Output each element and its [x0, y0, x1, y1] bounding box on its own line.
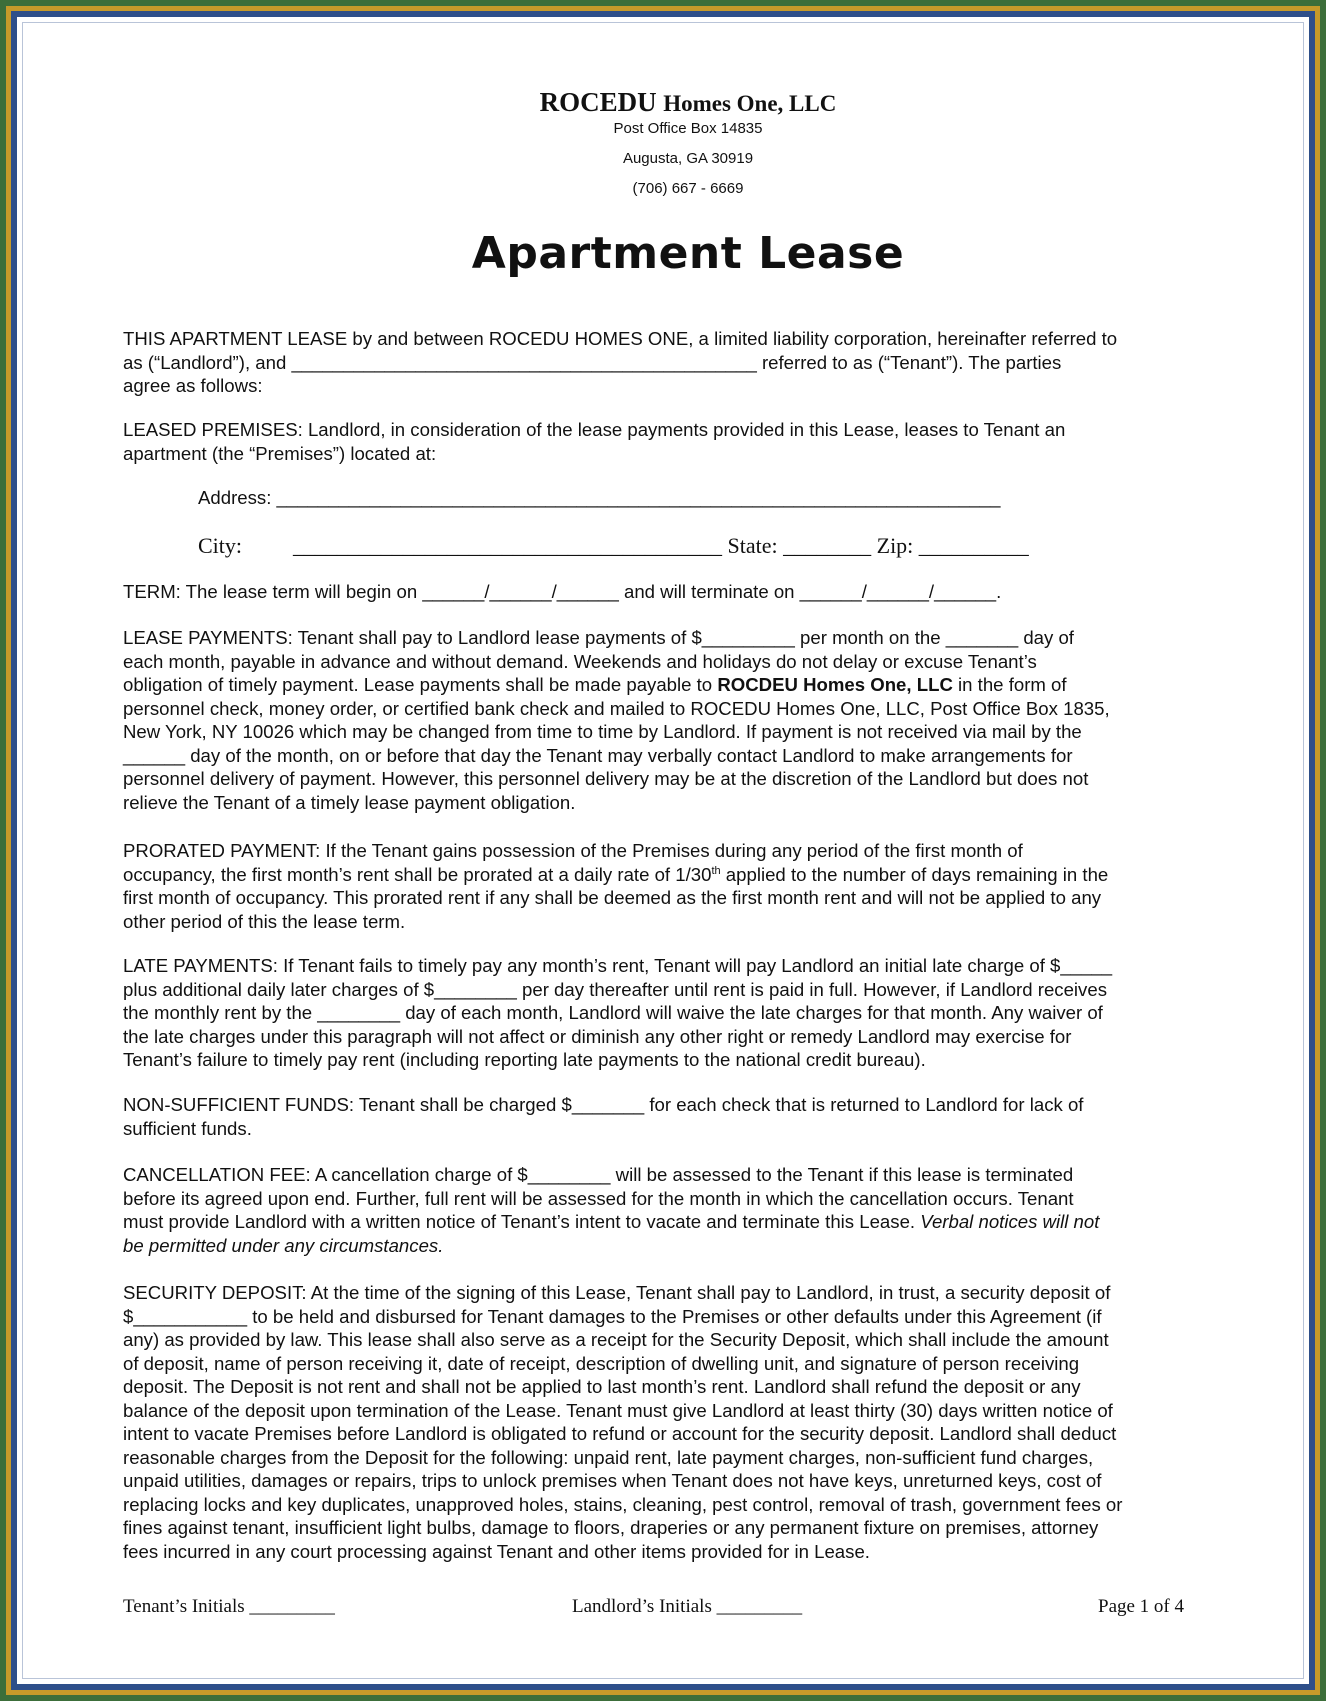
city-field: _______________________________________	[293, 533, 723, 558]
company-name-main: ROCEDU	[539, 87, 657, 117]
security-line: balance of the deposit upon termination of the Lease. Tenant must give Landlord at least thirty (30) days written notice of	[123, 1399, 1113, 1421]
security-line: deposit. The Deposit is not rent and shall not be applied to last month’s rent. Landlord shall refund the deposit or any	[123, 1376, 1081, 1397]
lease-payments-paragraph	[123, 626, 1253, 814]
lease-payments-line	[123, 673, 1253, 697]
tenant-initials: Tenant’s Initials _________	[123, 1596, 335, 1617]
lease-payments-line: each month, payable in advance and without demand. Weekends and holidays do not delay or excuse Tenant’s	[123, 650, 1037, 672]
lease-payments-line: relieve the Tenant of a timely lease payment obligation.	[123, 791, 576, 813]
prorated-payment-paragraph	[123, 839, 1253, 933]
prorated-text: occupancy, the first month’s rent shall be prorated at a daily rate of 1/30	[123, 863, 712, 885]
payee-name: ROCDEU Homes One, LLC	[717, 674, 953, 695]
address-line-1: Post Office Box 14835	[613, 120, 763, 137]
prorated-line: PRORATED PAYMENT: If the Tenant gains possession of the Premises during any period of the first month of	[123, 840, 1023, 861]
leased-line: apartment (the “Premises”) located at:	[123, 442, 437, 464]
term-paragraph	[123, 580, 1253, 604]
security-line: replacing locks and key duplicates, unapproved holes, stains, cleaning, pest control, removal of trash, government fees or	[123, 1493, 1123, 1515]
prorated-line	[123, 863, 1253, 887]
phone-number: (706) 667 - 6669	[632, 180, 744, 197]
security-line: of deposit, name of person receiving it, date of receipt, description of dwelling unit, and signature of person receiving	[123, 1352, 1080, 1374]
security-line: reasonable charges from the Deposit for the following: unpaid rent, late payment charges, non-sufficient fund charges,	[123, 1446, 1094, 1468]
company-name-rest: Homes One, LLC	[663, 91, 837, 116]
non-sufficient-funds-paragraph	[123, 1093, 1253, 1140]
landlord-initials: Landlord’s Initials _________	[572, 1596, 803, 1617]
security-line: fines against tenant, insufficient light bulbs, damage to floors, draperies or any permanent fixture on premises, attorney	[123, 1517, 1099, 1538]
cancel-line: CANCELLATION FEE: A cancellation charge of $________ will be assessed to the Tenant if this lease is terminated	[123, 1164, 1074, 1185]
cancel-line: before its agreed upon end. Further, full rent will be assessed for the month in which the cancellation occurs. Tenant	[123, 1187, 1074, 1209]
city-label: City:	[198, 533, 243, 558]
cancel-italic-text: Verbal notices will not	[920, 1211, 1100, 1232]
late-line: the monthly rent by the ________ day of each month, Landlord will waive the late charges for that month. Any waiver of	[123, 1002, 1103, 1023]
lease-payments-text: in the form of	[952, 674, 1067, 695]
late-payments-paragraph	[123, 954, 1253, 1072]
lease-payments-line: personnel delivery of payment. However, this personnel delivery may be at the discretion of the Landlord but does not	[123, 768, 1089, 789]
nsf-line: sufficient funds.	[123, 1117, 252, 1139]
prorated-line: other period of this the lease term.	[123, 910, 406, 932]
cancel-text: must provide Landlord with a written notice of Tenant’s intent to vacate and terminate this Lease.	[123, 1211, 921, 1232]
security-line: SECURITY DEPOSIT: At the time of the signing of this Lease, Tenant shall pay to Landlord, in trust, a security deposit of	[123, 1282, 1111, 1303]
lease-payments-line: New York, NY 10026 which may be changed from time to time by Landlord. If payment is not received via mail by the	[123, 721, 1082, 742]
late-line: the late charges under this paragraph will not affect or diminish any other right or remedy Landlord may exercise for	[123, 1025, 1072, 1047]
term-line: TERM: The lease term will begin on ______/______/______ and will terminate on ______/______/______.	[123, 581, 1002, 602]
company-name	[123, 87, 1253, 118]
security-line: intent to vacate Premises before Landlord is obligated to refund or account for the security deposit. Landlord shall deduct	[123, 1423, 1117, 1444]
cancel-line	[123, 1210, 1253, 1234]
ordinal-suffix: th	[711, 864, 721, 877]
leased-line: LEASED PREMISES: Landlord, in consideration of the lease payments provided in this Lease, leases to Tenant an	[123, 419, 1066, 440]
address-field: Address: ______________________________________________________________________	[198, 487, 1001, 508]
security-line: fees incurred in any court processing against Tenant and other items provided for in Lease.	[123, 1540, 870, 1562]
lease-payments-line: ______ day of the month, on or before that day the Tenant may verbally contact Landlord to make arrangements for	[123, 744, 1073, 766]
security-line: unpaid utilities, damages or repairs, trips to unlock premises when Tenant does not have keys, unreturned keys, cost of	[123, 1470, 1102, 1491]
intro-paragraph	[123, 327, 1253, 398]
lease-payments-line: LEASE PAYMENTS: Tenant shall pay to Landlord lease payments of $_________ per month on the _______ day of	[123, 627, 1074, 648]
prorated-line: first month of occupancy. This prorated rent if any shall be deemed as the first month rent and will not be applied to any	[123, 887, 1102, 908]
document-page	[22, 22, 1304, 1679]
security-deposit-paragraph	[123, 1281, 1253, 1563]
leased-premises-paragraph	[123, 418, 1253, 465]
nsf-line: NON-SUFFICIENT FUNDS: Tenant shall be charged $_______ for each check that is returned to Landlord for lack of	[123, 1094, 1084, 1115]
lease-payments-line: personnel check, money order, or certified bank check and mailed to ROCEDU Homes One, LLC, Post Office Box 1835,	[123, 697, 1110, 719]
late-line: Tenant’s failure to timely pay rent (including reporting late payments to the national credit bureau).	[123, 1049, 926, 1070]
prorated-text: applied to the number of days remaining in the	[720, 863, 1109, 885]
intro-line: as (“Landlord”), and _____________________________________________ referred to as (“Tenant”). The parties	[123, 351, 1062, 373]
zip-field: Zip: __________	[876, 533, 1029, 558]
intro-line: agree as follows:	[123, 375, 263, 396]
lease-payments-text: obligation of timely payment. Lease payments shall be made payable to	[123, 674, 718, 695]
security-line: any) as provided by law. This lease shall also serve as a receipt for the Security Deposit, which shall include the amount	[123, 1329, 1109, 1350]
state-field: State: ________	[727, 533, 872, 558]
address-line-2: Augusta, GA 30919	[622, 150, 754, 167]
city-state-zip-row	[198, 533, 1029, 559]
security-line: $___________ to be held and disbursed for Tenant damages to the Premises or other defaults under this Agreement (if	[123, 1305, 1102, 1327]
page-number: Page 1 of 4	[1098, 1596, 1185, 1617]
late-line: LATE PAYMENTS: If Tenant fails to timely pay any month’s rent, Tenant will pay Landlord an initial late charge of $_____	[123, 955, 1113, 976]
cancellation-fee-paragraph	[123, 1163, 1253, 1257]
intro-line: THIS APARTMENT LEASE by and between ROCEDU HOMES ONE, a limited liability corporation, hereinafter referred to	[123, 328, 1118, 349]
late-line: plus additional daily later charges of $________ per day thereafter until rent is paid in full. However, if Landlord receives	[123, 978, 1107, 1000]
document-title: Apartment Lease	[471, 228, 905, 279]
cancel-line: be permitted under any circumstances.	[123, 1234, 444, 1256]
